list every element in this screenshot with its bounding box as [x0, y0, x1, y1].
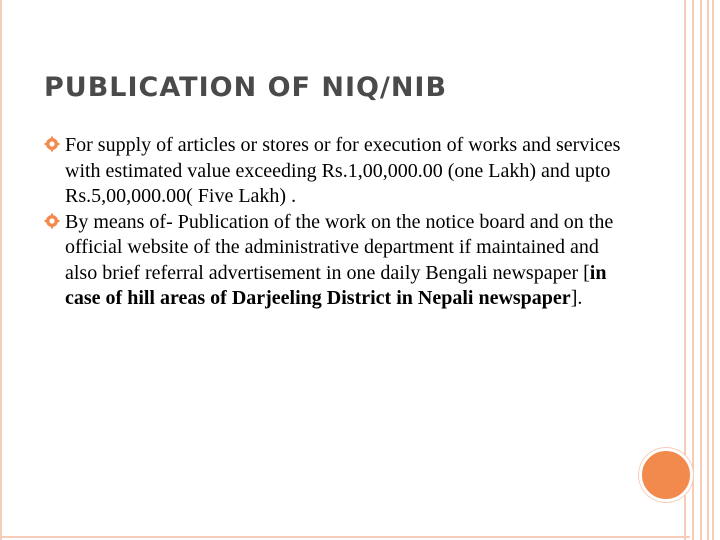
decorative-stripe	[707, 0, 709, 540]
bullet-text-bold: in case of hill areas of Darjeeling District in Nepali newspaper	[65, 261, 607, 309]
bullet-list	[44, 133, 634, 312]
decorative-circle	[639, 448, 693, 502]
bullet-text: For supply of articles or stores or for execution of works and services with estimated value exceeding Rs.1,00,000.00 (one Lakh) and upto Rs.5,00,000.00( Five Lakh) .	[65, 134, 621, 207]
gear-bullet-icon	[44, 136, 60, 152]
gear-bullet-icon	[44, 213, 60, 229]
left-border-line	[0, 0, 2, 540]
bullet-text: By means of- Publication of the work on the notice board and on the official website of the administrative department if maintained and also brief referral advertisement in one daily Bengali newspaper [	[65, 210, 614, 284]
bullet-item	[44, 210, 634, 312]
slide-title: PUBLICATION OF NIQ/NIB	[44, 72, 448, 103]
bottom-border-line	[0, 536, 690, 538]
decorative-stripe	[700, 0, 702, 540]
decorative-stripe	[692, 0, 694, 540]
bullet-text-suffix: ].	[570, 287, 583, 309]
decorative-stripe	[712, 0, 714, 540]
bullet-item	[44, 133, 634, 210]
